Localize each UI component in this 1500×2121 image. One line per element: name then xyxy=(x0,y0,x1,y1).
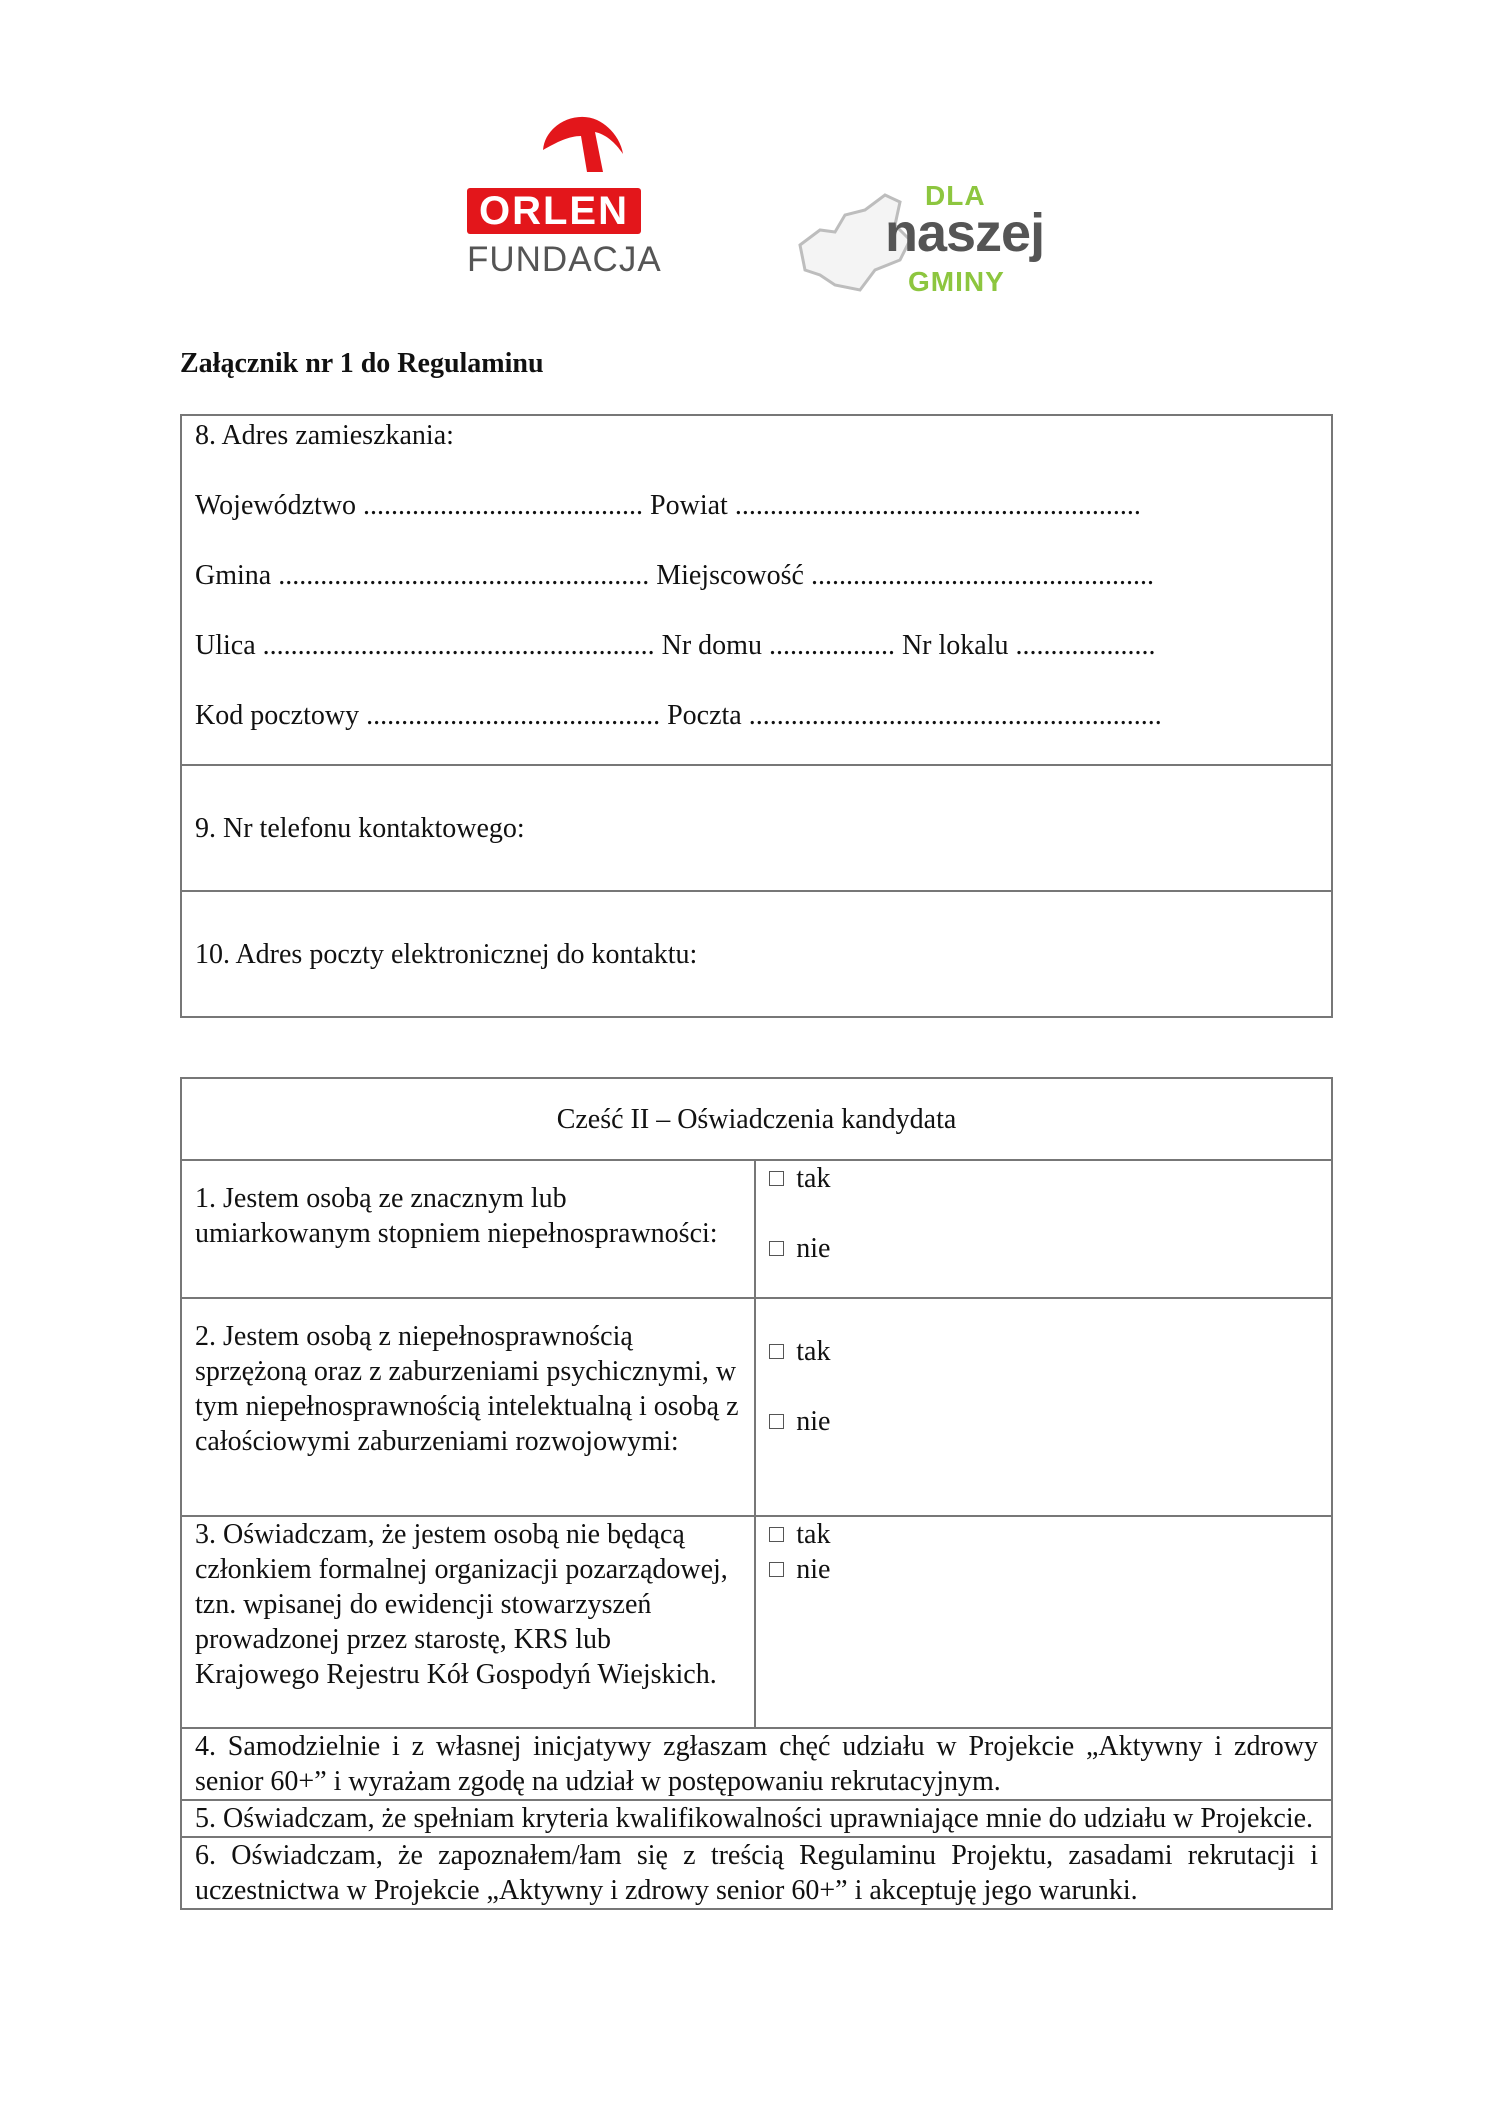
dng-word-dla: DLA xyxy=(925,180,986,211)
q3-option-yes[interactable] xyxy=(769,1517,1318,1552)
q1-option-no[interactable] xyxy=(769,1231,1318,1266)
address-line-province[interactable]: Województwo ........................................ Powiat .......................................................... xyxy=(195,490,1141,521)
question-row-3 xyxy=(181,1516,1332,1728)
statement-5: 5. Oświadczam, że spełniam kryteria kwalifikowalności uprawniające mnie do udziału w Projekcie. xyxy=(181,1800,1332,1837)
checkbox-icon[interactable] xyxy=(769,1241,784,1256)
checkbox-icon[interactable] xyxy=(769,1344,784,1359)
part2-title: Cześć II – Oświadczenia kandydata xyxy=(181,1078,1332,1160)
statement-6: 6. Oświadczam, że zapoznałem/łam się z treścią Regulaminu Projektu, zasadami rekrutacji i uczestnictwa w Projekcie „Aktywny i zdrowy senior 60+” i akceptuję jego warunki. xyxy=(181,1837,1332,1909)
address-line-street[interactable]: Ulica ........................................................ Nr domu .................. Nr lokalu .................... xyxy=(195,630,1156,661)
address-row xyxy=(181,415,1332,765)
email-field[interactable]: 10. Adres poczty elektronicznej do kontaktu: xyxy=(181,891,1332,1017)
dla-naszej-gminy-logo xyxy=(790,170,1045,310)
question-2-options xyxy=(755,1298,1332,1516)
phone-row xyxy=(181,765,1332,891)
address-title: 8. Adres zamieszkania: xyxy=(195,420,454,451)
logos xyxy=(0,110,1500,310)
orlen-fundacja-logo xyxy=(465,110,662,290)
option-label: tak xyxy=(796,1163,831,1194)
part2-header-row xyxy=(181,1078,1332,1160)
orlen-eagle-icon xyxy=(535,110,625,180)
question-2-text: 2. Jestem osobą z niepełnosprawnością sprzężoną oraz z zaburzeniami psychicznymi, w tym niepełnosprawnością intelektualną i osobą z całościowymi zaburzeniami rozwojowymi: xyxy=(181,1298,755,1516)
dng-word-naszej: naszej xyxy=(885,203,1045,263)
page-heading: Załącznik nr 1 do Regulaminu xyxy=(180,348,544,379)
address-line-commune[interactable]: Gmina ..................................................... Miejscowość ................................................. xyxy=(195,560,1154,591)
declarations-table xyxy=(180,1077,1333,1910)
statement-row-5 xyxy=(181,1800,1332,1837)
statement-4: 4. Samodzielnie i z własnej inicjatywy zgłaszam chęć udziału w Projekcie „Aktywny i zdrowy senior 60+” i wyrażam zgodę na udział w postępowaniu rekrutacyjnym. xyxy=(181,1728,1332,1800)
checkbox-icon[interactable] xyxy=(769,1562,784,1577)
phone-field[interactable]: 9. Nr telefonu kontaktowego: xyxy=(181,765,1332,891)
address-cell xyxy=(181,415,1332,765)
statement-row-6 xyxy=(181,1837,1332,1909)
question-row-1 xyxy=(181,1160,1332,1298)
option-label: nie xyxy=(796,1406,831,1437)
statement-row-4 xyxy=(181,1728,1332,1800)
option-label: nie xyxy=(796,1233,831,1264)
dng-word-gminy: GMINY xyxy=(908,266,1005,297)
question-row-2 xyxy=(181,1298,1332,1516)
question-3-options xyxy=(755,1516,1332,1728)
checkbox-icon[interactable] xyxy=(769,1414,784,1429)
fundacja-wordmark: FUNDACJA xyxy=(467,240,662,279)
checkbox-icon[interactable] xyxy=(769,1171,784,1186)
email-row xyxy=(181,891,1332,1017)
address-line-postcode[interactable]: Kod pocztowy .......................................... Poczta ........................................................... xyxy=(195,700,1162,731)
orlen-wordmark: ORLEN xyxy=(467,188,641,234)
q2-option-yes[interactable] xyxy=(769,1334,1318,1369)
option-label: tak xyxy=(796,1519,831,1550)
q1-option-yes[interactable] xyxy=(769,1161,1318,1196)
q2-option-no[interactable] xyxy=(769,1404,1318,1439)
checkbox-icon[interactable] xyxy=(769,1527,784,1542)
option-label: nie xyxy=(796,1554,831,1585)
contact-table xyxy=(180,414,1333,1018)
question-1-text: 1. Jestem osobą ze znacznym lub umiarkowanym stopniem niepełnosprawności: xyxy=(181,1160,755,1298)
question-3-text: 3. Oświadczam, że jestem osobą nie będącą członkiem formalnej organizacji pozarządowej, tzn. wpisanej do ewidencji stowarzyszeń prowadzonej przez starostę, KRS lub Krajowego Rejestru Kół Gospodyń Wiejskich. xyxy=(181,1516,755,1728)
question-1-options xyxy=(755,1160,1332,1298)
q3-option-no[interactable] xyxy=(769,1552,1318,1587)
option-label: tak xyxy=(796,1336,831,1367)
